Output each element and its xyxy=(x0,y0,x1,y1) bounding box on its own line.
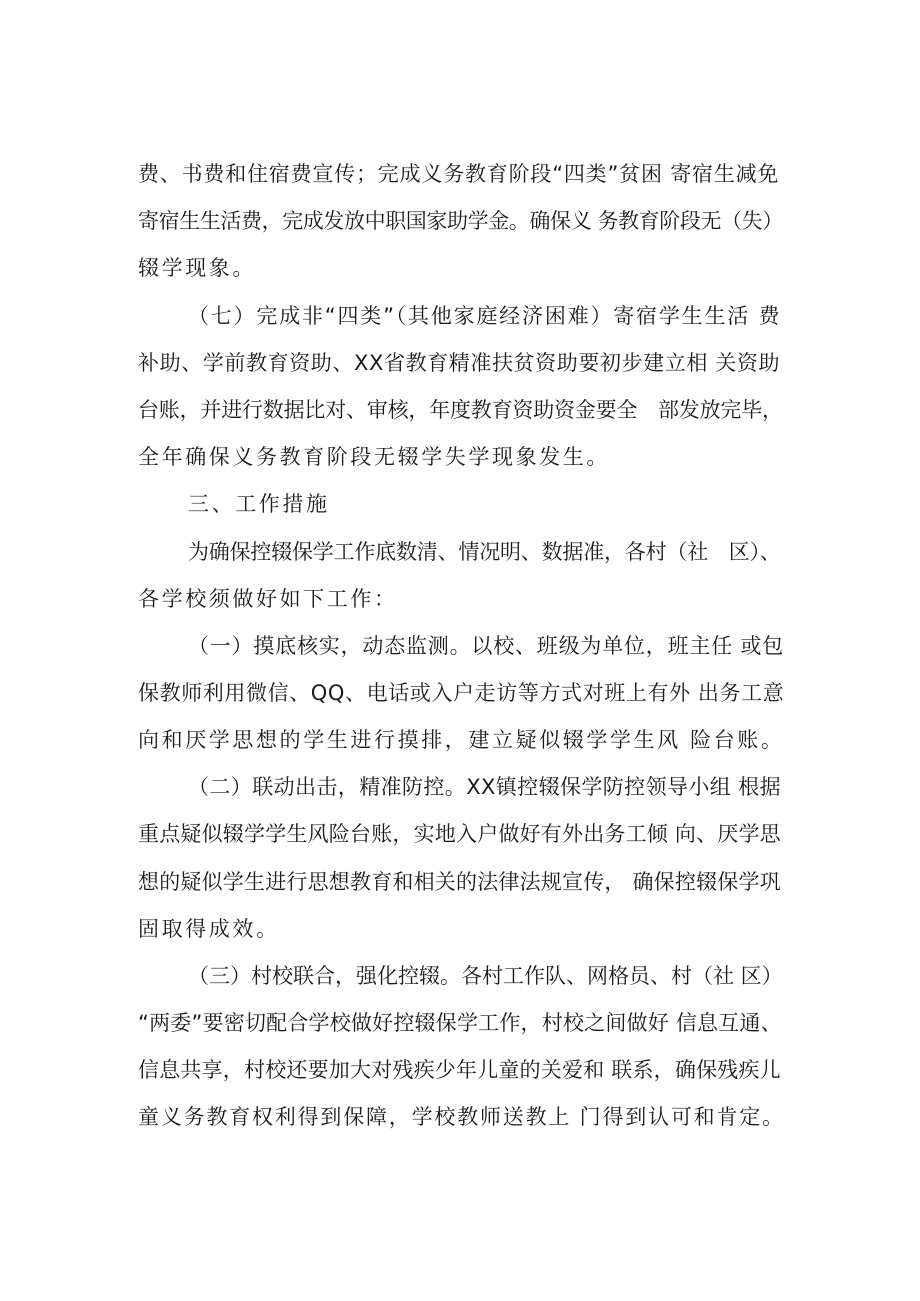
text-line: 想的疑似学生进行思想教育和相关的法律法规宣传， 确保控辍保学巩 xyxy=(138,870,781,894)
text-line: 补助、学前教育资助、XX省教育精准扶贫资助要初步建立相 关资助 xyxy=(138,351,781,375)
paragraph-start-line: （七）完成非“四类”（其他家庭经济困难）寄宿学生生活 费 xyxy=(188,304,782,328)
text-line: 全年确保义务教育阶段无辍学失学现象发生。 xyxy=(138,445,610,469)
text-line: 台账，并进行数据比对、审核，年度教育资助资金要全 部发放完毕， xyxy=(138,398,783,422)
text-line: 寄宿生生活费，完成发放中职国家助学金。确保义 务教育阶段无（失） xyxy=(138,209,783,233)
text-line: 固取得成效。 xyxy=(138,917,280,941)
text-line: 向和厌学思想的学生进行摸排，建立疑似辍学学生风 险台账。 xyxy=(138,728,785,752)
text-line: 信息共享，村校还要加大对残疾少年儿童的关爱和 联系，确保残疾儿 xyxy=(138,1058,781,1082)
text-line: 辍学现象。 xyxy=(138,256,256,280)
text-line: 各学校须做好如下工作： xyxy=(138,587,398,611)
paragraph-start-line: （二）联动出击，精准防控。XX镇控辍保学防控领导小组 根据 xyxy=(188,775,782,799)
text-line: 重点疑似辍学学生风险台账，实地入户做好有外出务工倾 向、厌学思 xyxy=(138,822,781,846)
text-line: 保教师利用微信、QQ、电话或入户走访等方式对班上有外 出务工意 xyxy=(138,681,785,705)
text-line: 童义务教育权利得到保障，学校教师送教上 门得到认可和肯定。 xyxy=(138,1105,785,1129)
paragraph-start-line: （三）村校联合，强化控辍。各村工作队、网格员、村（社 区） xyxy=(188,964,783,988)
paragraph-start-line: （一）摸底核实，动态监测。以校、班级为单位，班主任 或包 xyxy=(188,634,785,658)
section-heading: 三、工作措施 xyxy=(188,492,330,516)
paragraph-start-line: 为确保控辍保学工作底数清、情况明、数据准，各村（社 区）、 xyxy=(188,540,781,564)
text-line: “两委”要密切配合学校做好控辍保学工作，村校之间做好 信息互通、 xyxy=(138,1011,782,1035)
text-line: 费、书费和住宿费宣传；完成义务教育阶段“四类”贫困 寄宿生减免 xyxy=(138,162,780,186)
